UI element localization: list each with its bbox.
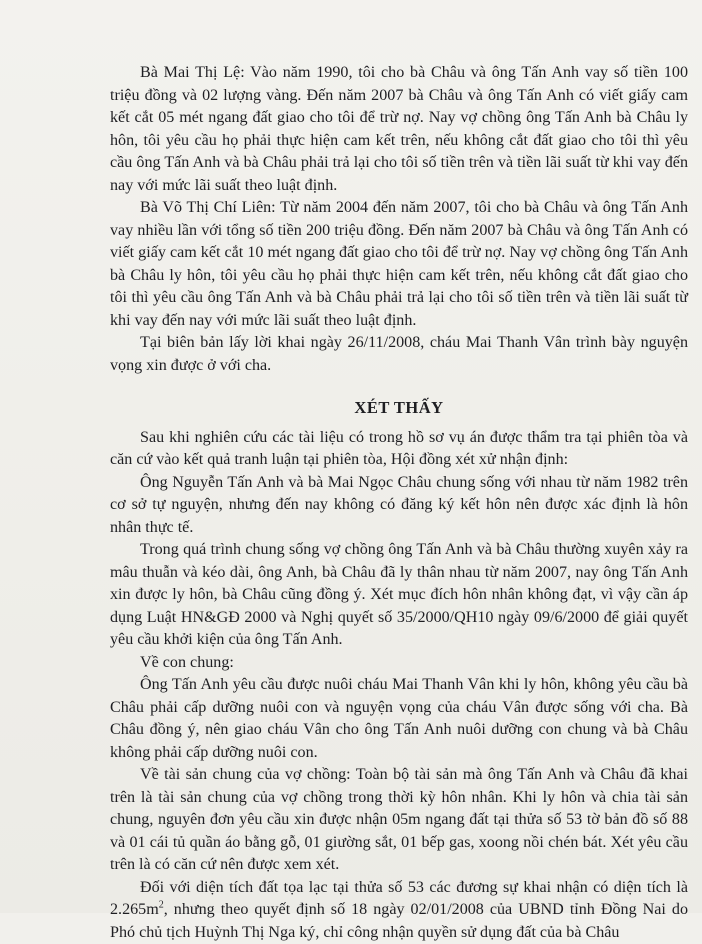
paragraph-land-area — [110, 877, 688, 944]
paragraph-court-review: Sau khi nghiên cứu các tài liệu có trong hồ sơ vụ án được thẩm tra tại phiên tòa và căn cứ vào kết quả tranh luận tại phiên tòa, Hội đồng xét xử nhận định: — [110, 427, 688, 472]
paragraph-child-custody: Ông Tấn Anh yêu cầu được nuôi cháu Mai Thanh Vân khi ly hôn, không yêu cầu bà Châu phải cấp dưỡng nuôi con và nguyện vọng của cháu Vân được sống với cha. Bà Châu đồng ý, nên giao cháu Vân cho ông Tấn Anh nuôi dưỡng con chung và bà Châu không phải cấp dưỡng nuôi con. — [110, 674, 688, 764]
paragraph-mai-thi-le: Bà Mai Thị Lệ: Vào năm 1990, tôi cho bà Châu và ông Tấn Anh vay số tiền 100 triệu đồng và 02 lượng vàng. Đến năm 2007 bà Châu và ông Tấn Anh có viết giấy cam kết cắt 05 mét ngang đất giao cho tôi để trừ nợ. Nay vợ chồng ông Tấn Anh bà Châu ly hôn, tôi yêu cầu họ phải thực hiện cam kết trên, nếu không cắt đất giao cho tôi thì yêu cầu ông Tấn Anh và bà Châu phải trả lại cho tôi số tiền trên và tiền lãi suất từ khi vay đến nay với mức lãi suất theo luật định. — [110, 62, 688, 197]
paragraph-children-heading: Về con chung: — [110, 652, 688, 675]
paragraph-vo-thi-chi-lien: Bà Võ Thị Chí Liên: Từ năm 2004 đến năm 2007, tôi cho bà Châu và ông Tấn Anh vay nhiều lần với tổng số tiền 200 triệu đồng. Đến năm 2007 bà Châu và ông Tấn Anh có viết giấy cam kết cắt 10 mét ngang đất giao cho tôi để trừ nợ. Nay vợ chồng ông Tấn Anh bà Châu ly hôn, tôi yêu cầu họ phải thực hiện cam kết trên, nếu không cắt đất giao cho tôi thì yêu cầu ông Tấn Anh và bà Châu phải trả lại cho tôi số tiền trên và tiền lãi suất từ khi vay đến nay với mức lãi suất theo luật định. — [110, 197, 688, 332]
paragraph-common-property: Về tài sản chung của vợ chồng: Toàn bộ tài sản mà ông Tấn Anh và Châu đã khai trên là tài sản chung của vợ chồng trong thời kỳ hôn nhân. Khi ly hôn và chia tài sản chung, nguyên đơn yêu cầu xin được nhận 05m ngang đất tại thửa số 53 tờ bản đồ số 88 và 01 cái tủ quần áo bằng gỗ, 01 giường sắt, 01 bếp gas, xoong nồi chén bát. Xét yêu cầu trên là có căn cứ nên được xem xét. — [110, 764, 688, 877]
paragraph-testimony-record: Tại biên bản lấy lời khai ngày 26/11/2008, cháu Mai Thanh Vân trình bày nguyện vọng xin được ở với cha. — [110, 332, 688, 377]
land-area-text-start: Đối với diện tích đất tọa lạc tại thửa số 53 các đương sự khai nhận có diện tích là 2.265m — [110, 879, 688, 919]
land-area-text-end: , nhưng theo quyết định số 18 ngày 02/01/2008 của UBND tỉnh Đồng Nai do Phó chủ tịch Huỳnh Thị Nga ký, chỉ công nhận quyền sử dụng đất của bà Châu — [110, 901, 688, 941]
section-heading: XÉT THẤY — [110, 397, 688, 420]
square-meter-superscript: 2 — [159, 900, 164, 911]
paragraph-divorce-grounds: Trong quá trình chung sống vợ chồng ông Tấn Anh và bà Châu thường xuyên xảy ra mâu thuẫn và kéo dài, ông Anh, bà Châu đã ly thân nhau từ năm 2007, nay ông Tấn Anh xin được ly hôn, bà Châu cũng đồng ý. Xét mục đích hôn nhân không đạt, vì vậy cần áp dụng Luật HN&GĐ 2000 và Nghị quyết số 35/2000/QH10 ngày 09/6/2000 để giải quyết yêu cầu khởi kiện của ông Tấn Anh. — [110, 539, 688, 652]
document-body — [110, 62, 688, 944]
paragraph-de-facto-marriage: Ông Nguyễn Tấn Anh và bà Mai Ngọc Châu chung sống với nhau từ năm 1982 trên cơ sở tự nguyện, nhưng đến nay không có đăng ký kết hôn nên được xác định là hôn nhân thực tế. — [110, 472, 688, 540]
